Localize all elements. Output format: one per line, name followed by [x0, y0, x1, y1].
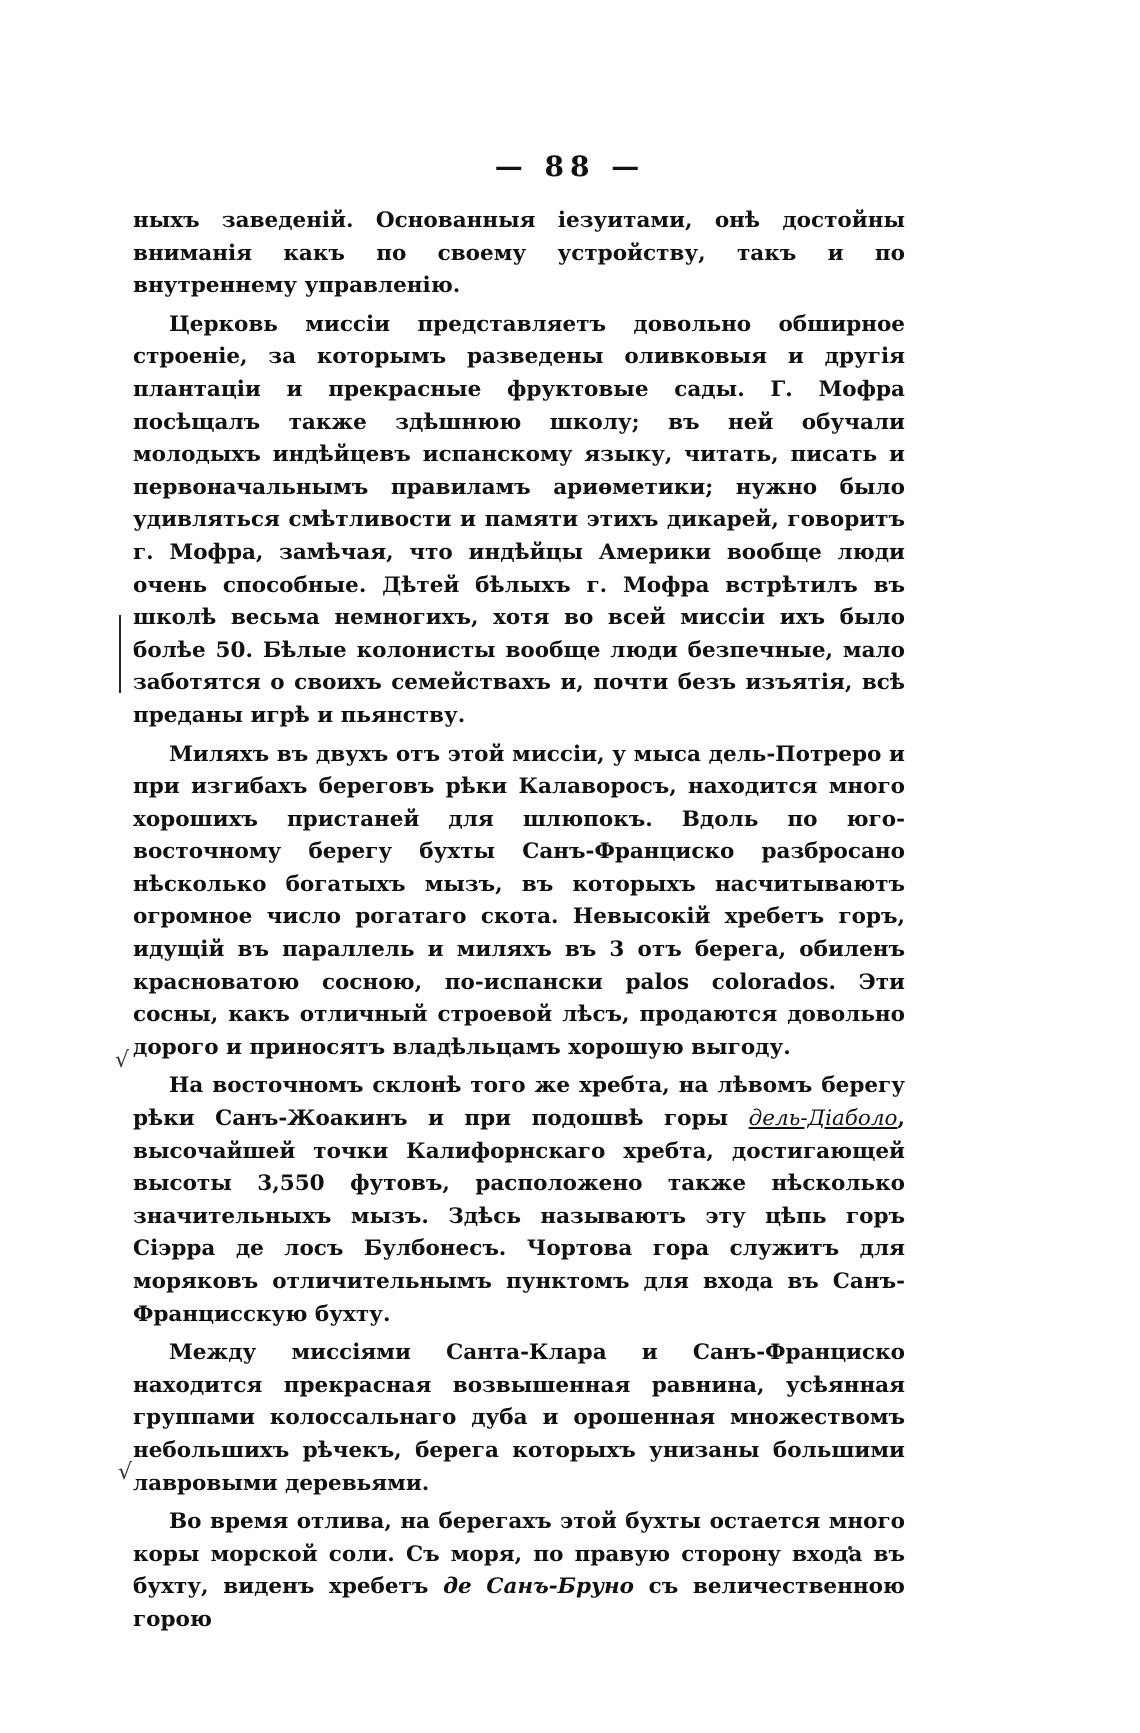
paragraph-church-mission: Церковь миссіи представляетъ довольно обширное строеніе, за которымъ разведены оливковыя и другія плантаціи и прекрасные фруктовые сады. Г. Мофра посѣщалъ также здѣшнюю школу; въ ней обучали молодыхъ индѣйцевъ испанскому языку, читать, писать и первоначальнымъ правиламъ ариѳметики; нужно было удивляться смѣтливости и памяти этихъ дикарей, говоритъ г. Мофра, замѣчая, что индѣйцы Америки вообще люди очень способные. Дѣтей бѣлыхъ г. Мофра встрѣтилъ въ школѣ весьма немногихъ, хотя во всей миссіи ихъ было болѣе 50. Бѣлые колонисты вообще люди безпечные, мало заботятся о своихъ семействахъ и, почти безъ изъятія, всѣ преданы игрѣ и пьянству.	[133, 311, 905, 728]
page-number: — 88 —	[494, 150, 646, 183]
paragraph-text: На восточномъ склонѣ того же хребта, на лѣвомъ берегу рѣки Санъ-Жоакинъ и при подошвѣ горы	[133, 1073, 905, 1132]
body-text	[133, 205, 905, 1643]
paragraph-eastern-slope	[133, 1070, 905, 1331]
margin-check-mark: √	[118, 1460, 133, 1485]
italic-place-name: де Санъ-Бруно	[443, 1574, 634, 1600]
paragraph-text: Во время отлива, на берегахъ этой бухты остается много коры морской соли. Съ моря, по правую сторону входа въ бухту, виденъ хребетъ	[133, 1509, 905, 1600]
margin-check-mark: √	[115, 1048, 130, 1073]
paragraph-text: съ величественною горою	[133, 1574, 905, 1632]
paragraph-low-tide	[133, 1506, 905, 1636]
paragraph-harbours-ranches: Миляхъ въ двухъ отъ этой миссіи, у мыса дель-Потреро и при изгибахъ береговъ рѣки Калаворосъ, находится много хорошихъ пристаней для шлюпокъ. Вдоль по юго-восточному берегу бухты Санъ-Франциско разбросано нѣсколько богатыхъ мызъ, въ которыхъ насчитываютъ огромное число рогатаго скота. Невысокій хребетъ горъ, идущій въ параллель и миляхъ въ 3 отъ берега, обиленъ красноватою сосною, по-испански palos colorados. Эти сосны, какъ отличный строевой лѣсъ, продаются довольно дорого и приносятъ владѣльцамъ хорошую выгоду.	[133, 741, 905, 1060]
margin-pencil-bracket	[119, 615, 121, 693]
paragraph-text: , высочайшей точки Калифорнскаго хребта, достигающей высоты 3,550 футовъ, расположено также нѣсколько значительныхъ мызъ. Здѣсь называютъ эту цѣпь горъ Сіэрра де лосъ Булбонесъ. Чортова гора служитъ для моряковъ отличительнымъ пунктомъ для входа въ Санъ-Францисскую бухту.	[133, 1106, 905, 1327]
paragraph-continuation: ныхъ заведеній. Основанныя іезуитами, онѣ достойны вниманія какъ по своему устройству, такъ и по внутреннему управленію.	[133, 208, 905, 299]
handwritten-underlined-name: дель-Діаболо	[748, 1106, 898, 1132]
paragraph-plain: Между миссіями Санта-Клара и Санъ-Франциско находится прекрасная возвышенная равнина, усѣянная группами колоссальнаго дуба и орошенная множествомъ небольшихъ рѣчекъ, берега которыхъ унизаны большими лавровыми деревьями.	[133, 1340, 905, 1496]
